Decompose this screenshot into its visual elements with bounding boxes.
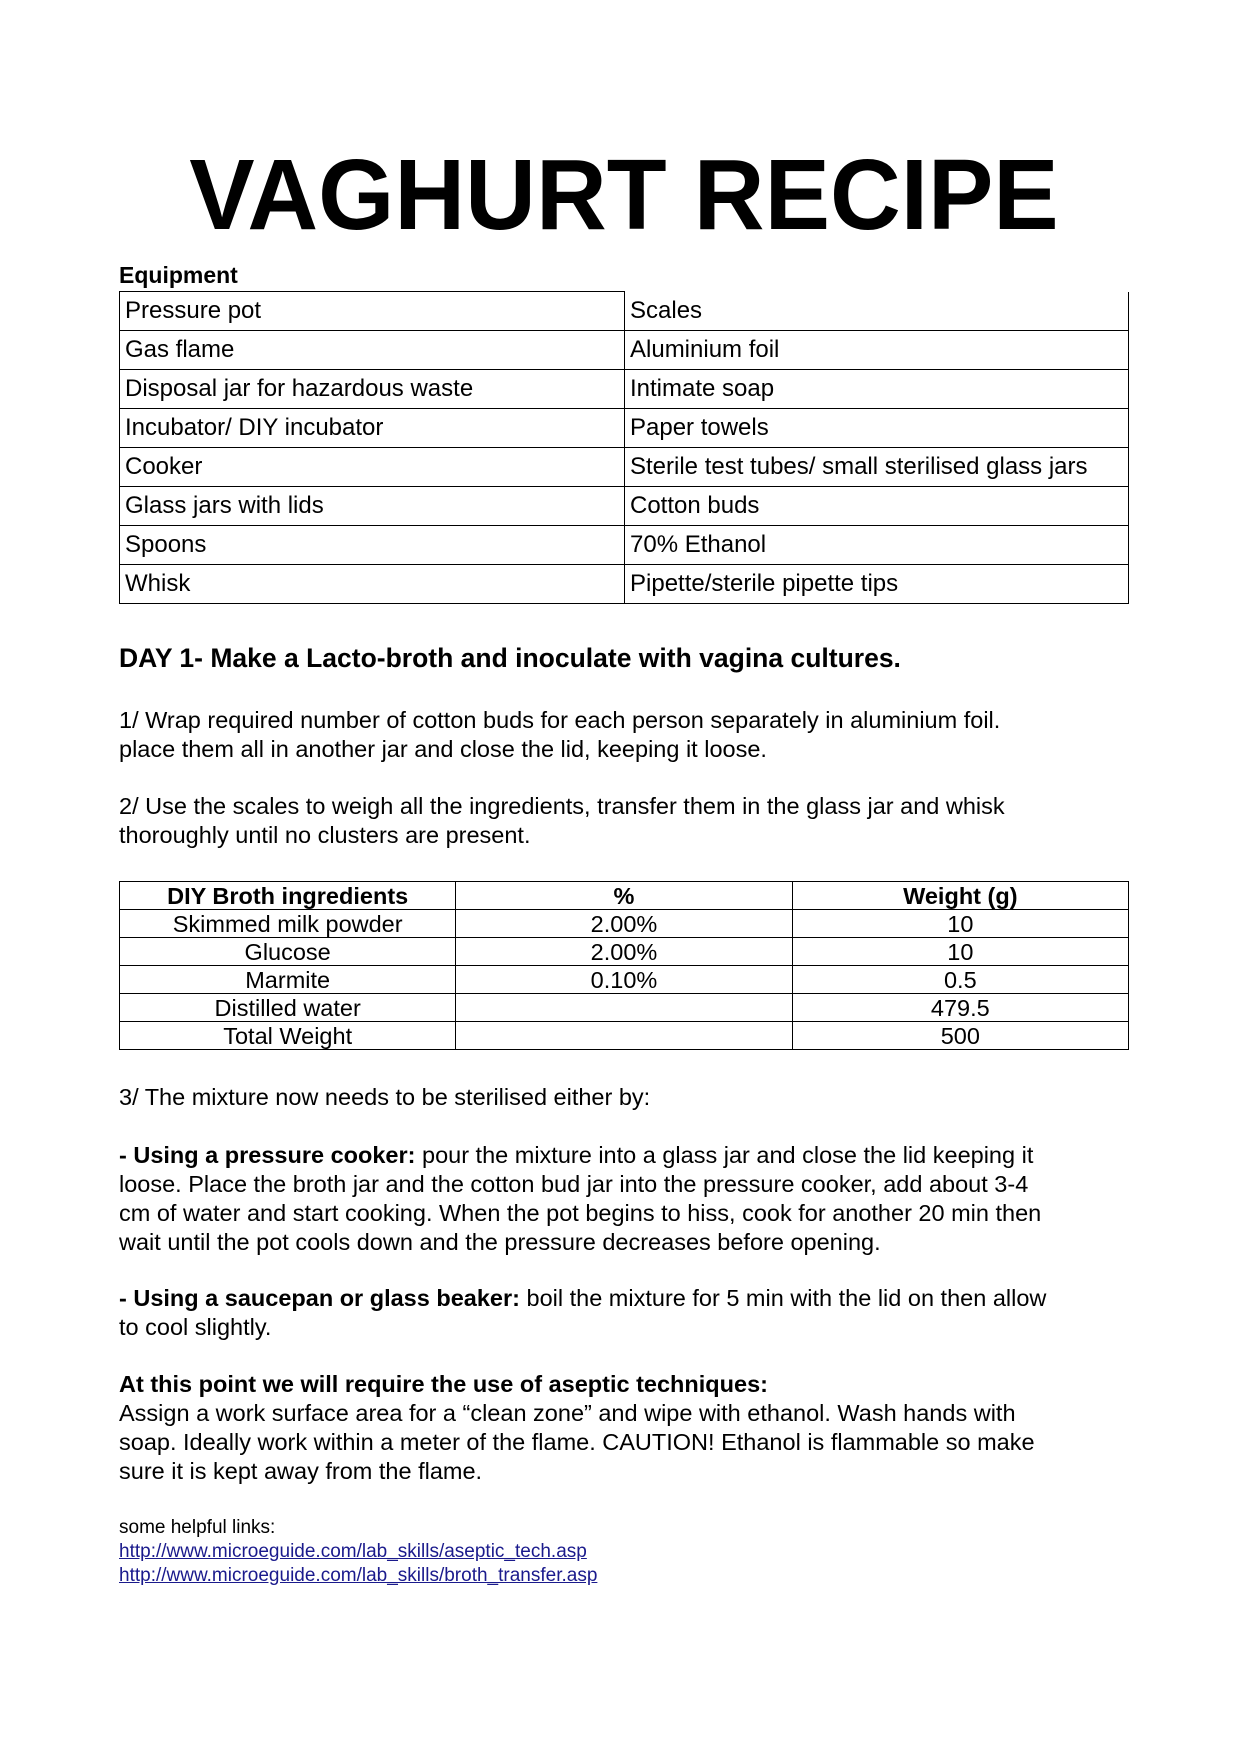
table-cell: 2.00% bbox=[456, 938, 792, 966]
text-line: 2/ Use the scales to weigh all the ingredients, transfer them in the glass jar and whisk bbox=[119, 793, 1005, 819]
table-cell: 479.5 bbox=[792, 994, 1128, 1022]
table-cell: 500 bbox=[792, 1022, 1128, 1050]
table-cell: Distilled water bbox=[120, 994, 456, 1022]
table-cell: 10 bbox=[792, 938, 1128, 966]
table-row bbox=[120, 910, 1129, 938]
table-cell: 0.10% bbox=[456, 966, 792, 994]
table-row bbox=[120, 966, 1129, 994]
link-broth-transfer[interactable]: http://www.microeguide.com/lab_skills/broth_transfer.asp bbox=[119, 1565, 598, 1586]
helpful-links-label: some helpful links: bbox=[119, 1517, 276, 1538]
step1-paragraph bbox=[119, 706, 1129, 764]
text-line: cm of water and start cooking. When the pot begins to hiss, cook for another 20 min then bbox=[119, 1200, 1042, 1226]
table-row bbox=[120, 526, 1129, 565]
table-cell: Glucose bbox=[120, 938, 456, 966]
table-cell: Scales bbox=[625, 292, 1129, 331]
table-cell: Paper towels bbox=[625, 409, 1129, 448]
text-line bbox=[119, 1284, 1129, 1313]
table-cell: Glass jars with lids bbox=[120, 487, 625, 526]
saucepan-paragraph bbox=[119, 1284, 1129, 1342]
table-cell: Skimmed milk powder bbox=[120, 910, 456, 938]
table-cell: Aluminium foil bbox=[625, 331, 1129, 370]
aseptic-heading: At this point we will require the use of aseptic techniques: bbox=[119, 1371, 768, 1397]
text-line: place them all in another jar and close the lid, keeping it loose. bbox=[119, 736, 767, 762]
table-cell: Marmite bbox=[120, 966, 456, 994]
column-header: DIY Broth ingredients bbox=[120, 882, 456, 910]
text-line: loose. Place the broth jar and the cotton bud jar into the pressure cooker, add about 3-4 bbox=[119, 1171, 1029, 1197]
pressure-cooker-paragraph bbox=[119, 1141, 1129, 1257]
table-cell: Incubator/ DIY incubator bbox=[120, 409, 625, 448]
equipment-heading: Equipment bbox=[119, 262, 238, 288]
table-header-row bbox=[120, 882, 1129, 910]
table-row bbox=[120, 994, 1129, 1022]
text-line: 1/ Wrap required number of cotton buds for each person separately in aluminium foil. bbox=[119, 707, 1001, 733]
table-row bbox=[120, 487, 1129, 526]
column-header: Weight (g) bbox=[792, 882, 1128, 910]
table-row bbox=[120, 331, 1129, 370]
table-cell: 10 bbox=[792, 910, 1128, 938]
text-line: wait until the pot cools down and the pressure decreases before opening. bbox=[119, 1229, 881, 1255]
table-cell: Pipette/sterile pipette tips bbox=[625, 565, 1129, 604]
table-cell: 70% Ethanol bbox=[625, 526, 1129, 565]
step2-paragraph bbox=[119, 792, 1129, 850]
table-cell: Total Weight bbox=[120, 1022, 456, 1050]
link-aseptic-tech[interactable]: http://www.microeguide.com/lab_skills/aseptic_tech.asp bbox=[119, 1541, 587, 1562]
text-line: Assign a work surface area for a “clean zone” and wipe with ethanol. Wash hands with bbox=[119, 1400, 1016, 1426]
page-title: VAGHURT RECIPE bbox=[189, 139, 1059, 251]
table-cell bbox=[456, 994, 792, 1022]
text-span: pour the mixture into a glass jar and close the lid keeping it bbox=[415, 1142, 1034, 1168]
table-cell: 0.5 bbox=[792, 966, 1128, 994]
table-cell: Whisk bbox=[120, 565, 625, 604]
table-cell: Cooker bbox=[120, 448, 625, 487]
table-cell bbox=[456, 1022, 792, 1050]
table-cell: Cotton buds bbox=[625, 487, 1129, 526]
text-line: to cool slightly. bbox=[119, 1314, 272, 1340]
table-cell: Intimate soap bbox=[625, 370, 1129, 409]
step3-intro: 3/ The mixture now needs to be sterilised either by: bbox=[119, 1084, 651, 1110]
equipment-table bbox=[119, 291, 1129, 604]
aseptic-section bbox=[119, 1370, 1129, 1486]
table-cell: Sterile test tubes/ small sterilised glass jars bbox=[625, 448, 1129, 487]
table-row bbox=[120, 938, 1129, 966]
table-row bbox=[120, 1022, 1129, 1050]
column-header: % bbox=[456, 882, 792, 910]
table-cell: Spoons bbox=[120, 526, 625, 565]
table-row bbox=[120, 409, 1129, 448]
pressure-cooker-label: - Using a pressure cooker: bbox=[119, 1142, 416, 1168]
day1-heading: DAY 1- Make a Lacto-broth and inoculate with vagina cultures. bbox=[119, 643, 901, 673]
table-cell: Disposal jar for hazardous waste bbox=[120, 370, 625, 409]
table-row bbox=[120, 448, 1129, 487]
saucepan-label: - Using a saucepan or glass beaker: bbox=[119, 1285, 520, 1311]
table-row bbox=[120, 292, 1129, 331]
table-cell: 2.00% bbox=[456, 910, 792, 938]
text-line bbox=[119, 1141, 1129, 1170]
table-cell: Gas flame bbox=[120, 331, 625, 370]
table-cell: Pressure pot bbox=[120, 292, 625, 331]
text-line: sure it is kept away from the flame. bbox=[119, 1458, 483, 1484]
text-line: soap. Ideally work within a meter of the flame. CAUTION! Ethanol is flammable so make bbox=[119, 1429, 1035, 1455]
table-row bbox=[120, 370, 1129, 409]
broth-ingredients-table bbox=[119, 881, 1129, 1050]
text-line: thoroughly until no clusters are present. bbox=[119, 822, 531, 848]
table-row bbox=[120, 565, 1129, 604]
text-span: boil the mixture for 5 min with the lid on then allow bbox=[519, 1285, 1047, 1311]
